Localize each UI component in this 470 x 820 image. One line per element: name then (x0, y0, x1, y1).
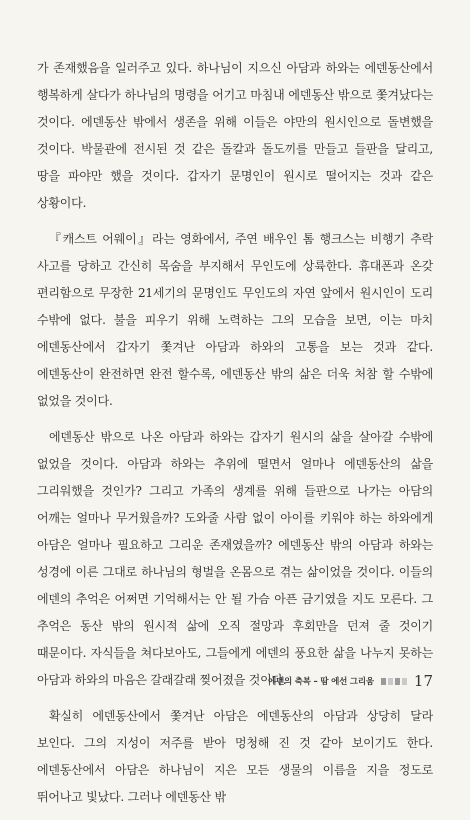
paragraph-4: 확실히 에덴동산에서 쫓겨난 아담은 에덴동산의 아담과 상당히 달라 보인다. 그의 지성이 저주를 받아 멍청해 진 것 같아 보이기도 한다. 에덴동산에서 아담은 하나님이 지은 모든 생물의 이름을 지을 정도로 뛰어나고 빛났다. 그러나 에덴동산 밖 (37, 709, 433, 804)
paragraph-3: 에덴동산 밖으로 나온 아담과 하와는 갑자기 원시의 삶을 살아갈 수밖에 없었을 것이다. 아담과 하와는 추위에 떨면서 얼마나 에덴동산의 삶을 그리워했을 것인가? 그리고 가족의 생계를 위해 들판으로 나가는 아담의 어깨는 얼마나 무거웠을까? 도와줄 사람 없이 아이를 키워야 하는 하와에게 아담은 얼마나 필요하고 그리운 존재였을까? 에덴동산 밖의 아담과 하와는 성경에 이른 그대로 하나님의 형벌을 온몸으로 겪는 삶이었을 것이다. 이들의 에덴의 추억은 어쩌면 기억해서는 안 될 가슴 아픈 금기였을 지도 모른다. 그 추억은 동산 밖의 원시적 삶에 오직 절망과 후회만을 던져 줄 것이기 때문이다. 자식들을 쳐다보아도, 그들에게 에덴의 풍요한 삶을 나누지 못하는 아담과 하와의 마음은 갈래갈래 찢어졌을 것이다. (37, 430, 433, 687)
running-head: 에덴의 축복 – 땀 에선 그리움 (267, 677, 374, 687)
paragraph-1: 가 존재했음을 일러주고 있다. 하나님이 지으신 아담과 하와는 에덴동산에서 행복하게 살다가 하나님의 명령을 어기고 마침내 에덴동산 밖으로 쫓겨났다는 것이다. 에덴동산 밖에서 생존을 위해 이들은 야만의 원시인으로 돌변했을 것이다. 박물관에 전시된 것 같은 돌칼과 돌도끼를 만들고 들판을 달리고, 땅을 파야만 했을 것이다. 갑자기 문명인이 원시로 떨어지는 것과 같은 상황이다. (37, 61, 433, 210)
paragraph-2: 『캐스트 어웨이』라는 영화에서, 주연 배우인 톰 행크스는 비행기 추락 사고를 당하고 간신히 목숨을 부지해서 무인도에 상륙한다. 휴대폰과 온갖 편리함으로 무장한 21세기의 문명인도 무인도의 자연 앞에서 원시인이 도리 수밖에 없다. 불을 피우기 위해 노력하는 그의 모습을 보면, 이는 마치 에덴동산에서 갑자기 쫓겨난 아담과 하와의 고통을 보는 것과 같다. 에덴동산이 완전하면 완전 할수록, 에덴동산 밖의 삶은 더욱 처참 할 수밖에 없었을 것이다. (37, 232, 433, 408)
footer-ornament-icon (381, 678, 407, 685)
page-number: 17 (413, 672, 433, 690)
page-footer (268, 672, 433, 690)
body-text (37, 55, 433, 820)
